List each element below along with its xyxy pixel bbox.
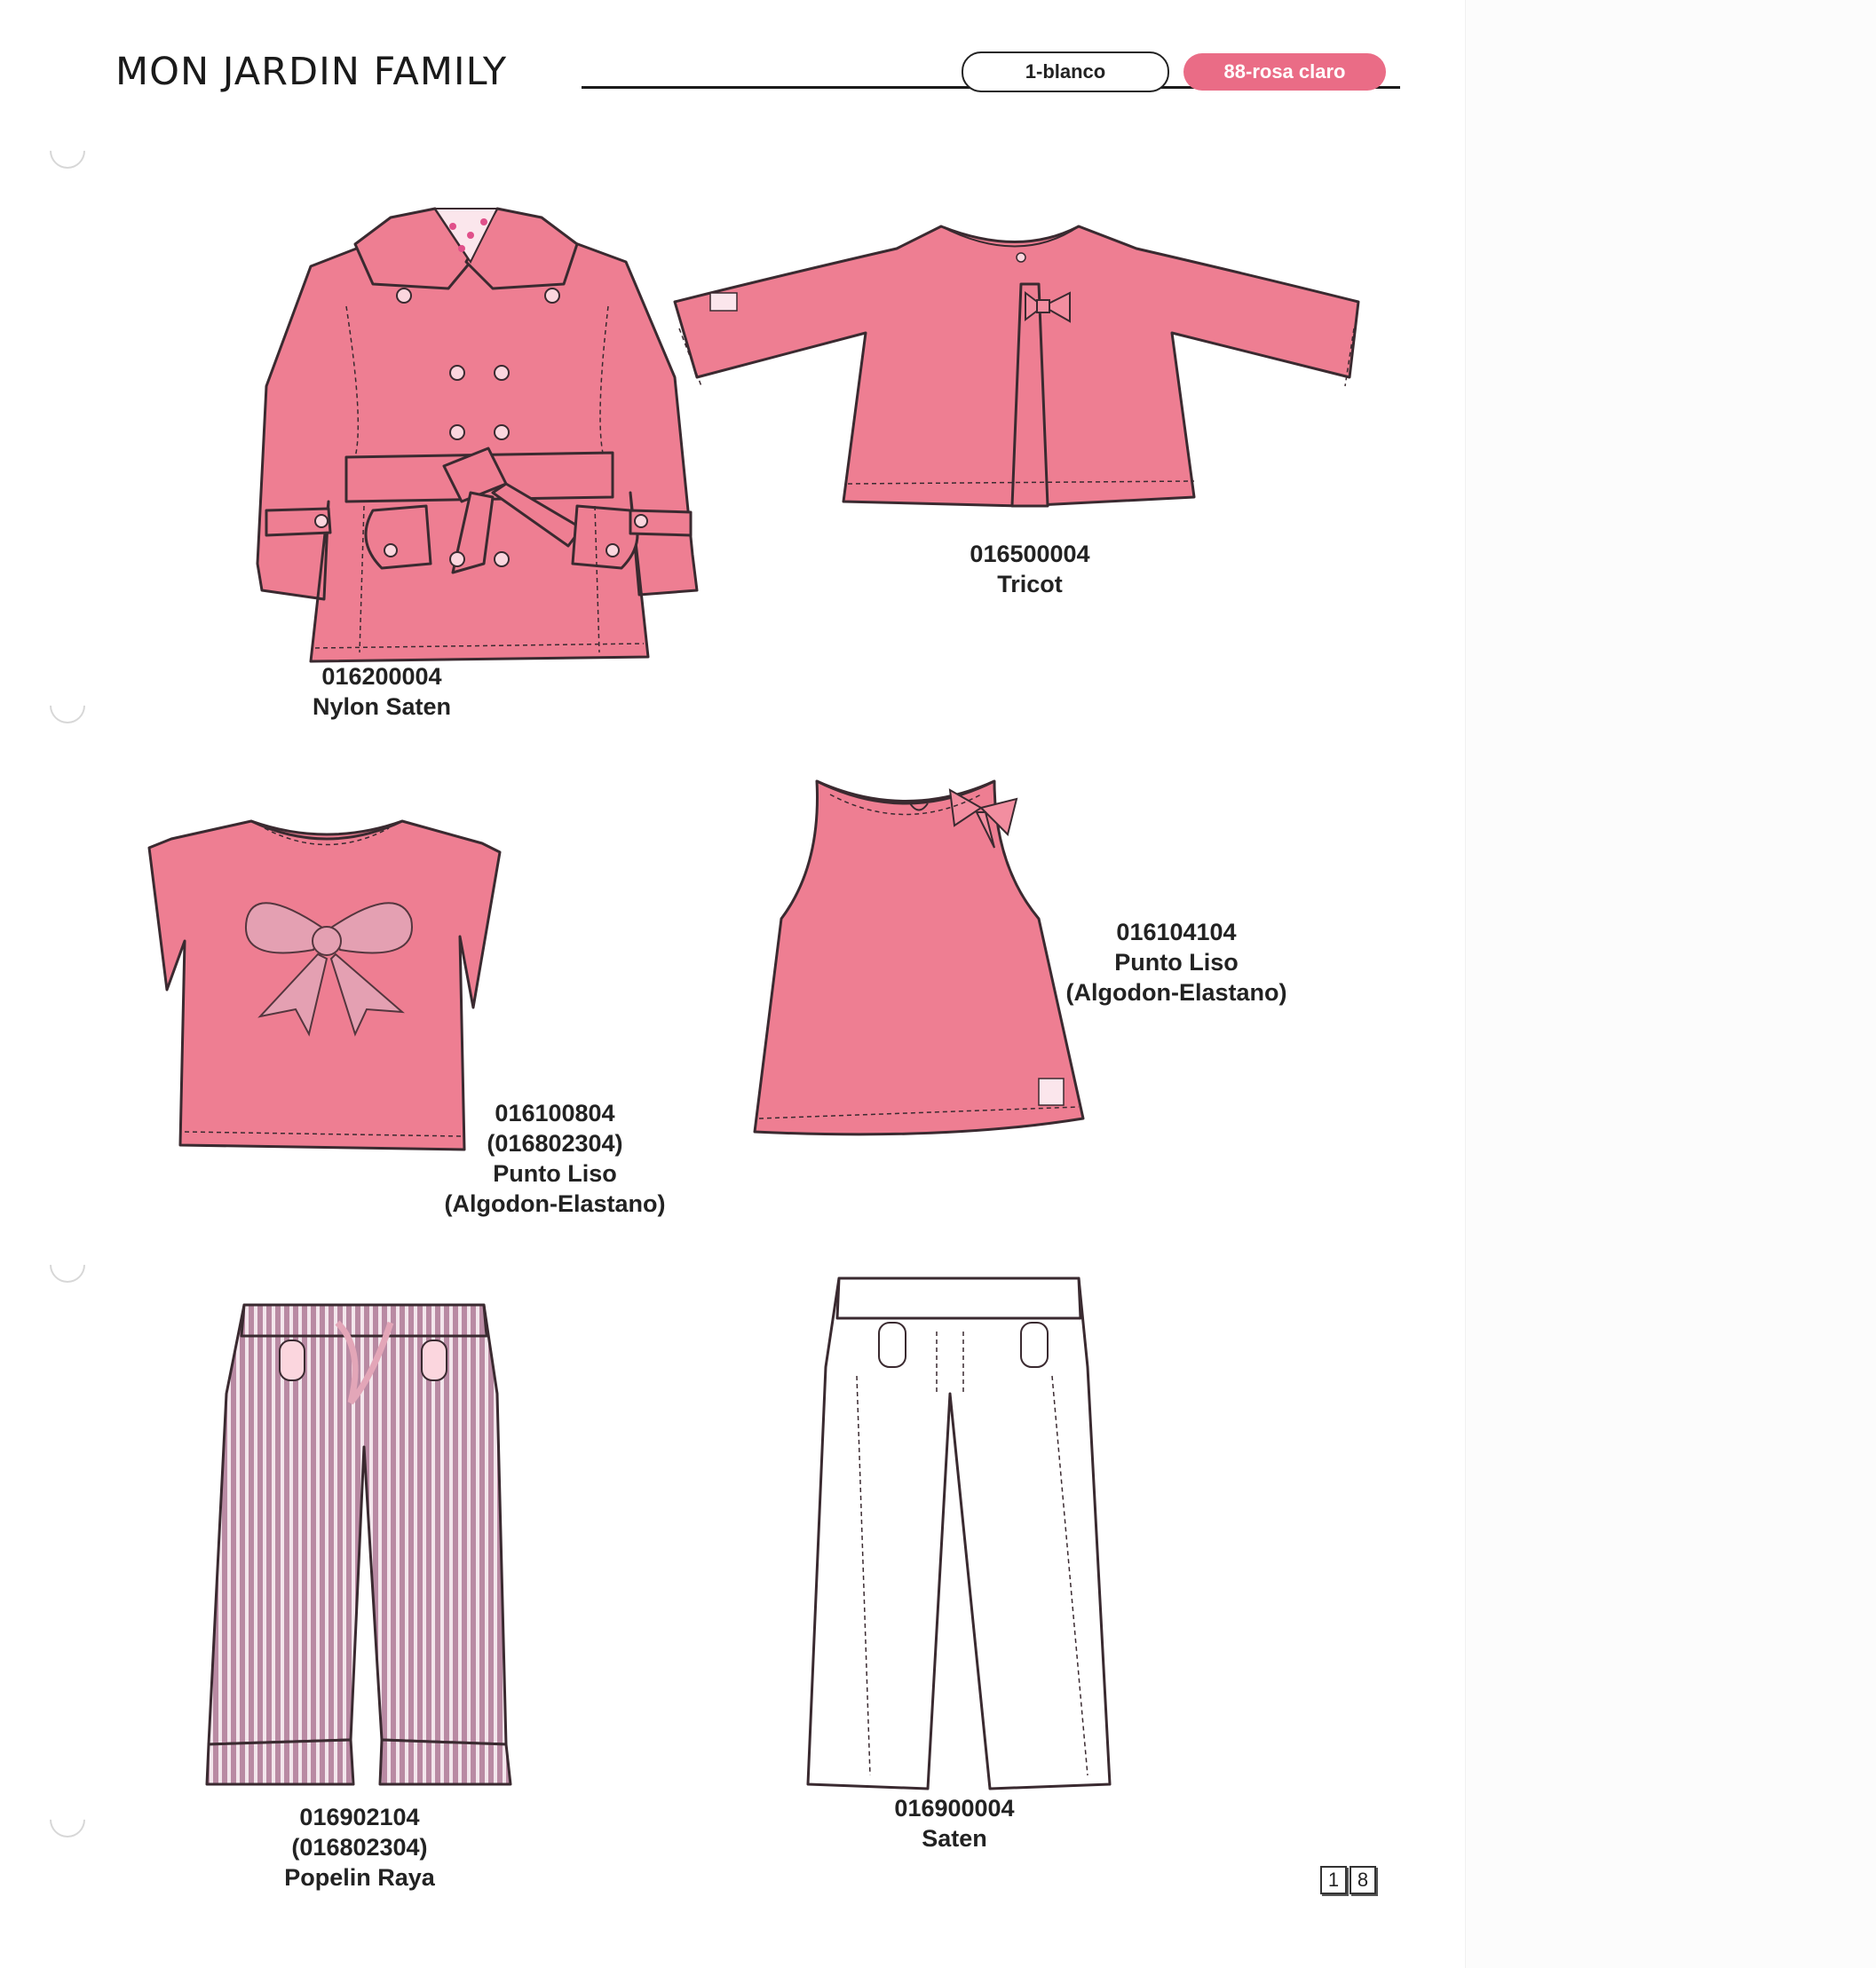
- item-ref: 016104104: [1116, 919, 1237, 945]
- page-number: [1320, 1866, 1376, 1894]
- item-alt-ref: (016802304): [487, 1130, 623, 1157]
- item-composition: (Algodon-Elastano): [444, 1190, 666, 1217]
- item-caption-white-trousers: [866, 1793, 1043, 1853]
- item-ref: 016100804: [495, 1100, 615, 1126]
- tank-top-illustration: [755, 777, 1092, 1141]
- binder-hole: [43, 1240, 93, 1291]
- item-composition: (Algodon-Elastano): [1065, 979, 1287, 1006]
- item-fabric: Popelin Raya: [284, 1864, 435, 1891]
- binder-hole: [43, 681, 93, 731]
- binder-hole: [43, 1795, 93, 1845]
- page-title: MON JARDIN FAMILY: [115, 50, 508, 94]
- coat-illustration: [257, 200, 701, 666]
- binder-hole: [43, 126, 93, 177]
- item-caption-coat: [293, 661, 471, 722]
- item-alt-ref: (016802304): [291, 1834, 428, 1861]
- item-caption-tshirt: [431, 1098, 679, 1219]
- item-ref: 016902104: [299, 1804, 420, 1830]
- scan-margin: [1465, 0, 1876, 1968]
- striped-trousers-illustration: [204, 1296, 524, 1802]
- item-fabric: Saten: [922, 1825, 987, 1852]
- color-option-rosa-claro: 88-rosa claro: [1183, 53, 1386, 91]
- item-caption-cardigan: [941, 539, 1119, 599]
- item-ref: 016200004: [321, 663, 442, 690]
- item-fabric: Nylon Saten: [312, 693, 452, 720]
- item-caption-tank-top: [1052, 917, 1301, 1008]
- item-ref: 016900004: [894, 1795, 1015, 1822]
- item-fabric: Punto Liso: [493, 1160, 617, 1187]
- item-fabric: Punto Liso: [1114, 949, 1239, 976]
- color-option-blanco: 1-blanco: [962, 51, 1169, 92]
- page-number-digit: 8: [1350, 1866, 1376, 1894]
- item-caption-striped-trousers: [249, 1802, 471, 1893]
- item-ref: 016500004: [970, 541, 1090, 567]
- item-fabric: Tricot: [997, 571, 1063, 597]
- page-number-digit: 1: [1320, 1866, 1347, 1894]
- cardigan-illustration: [675, 222, 1367, 524]
- white-trousers-illustration: [803, 1269, 1123, 1798]
